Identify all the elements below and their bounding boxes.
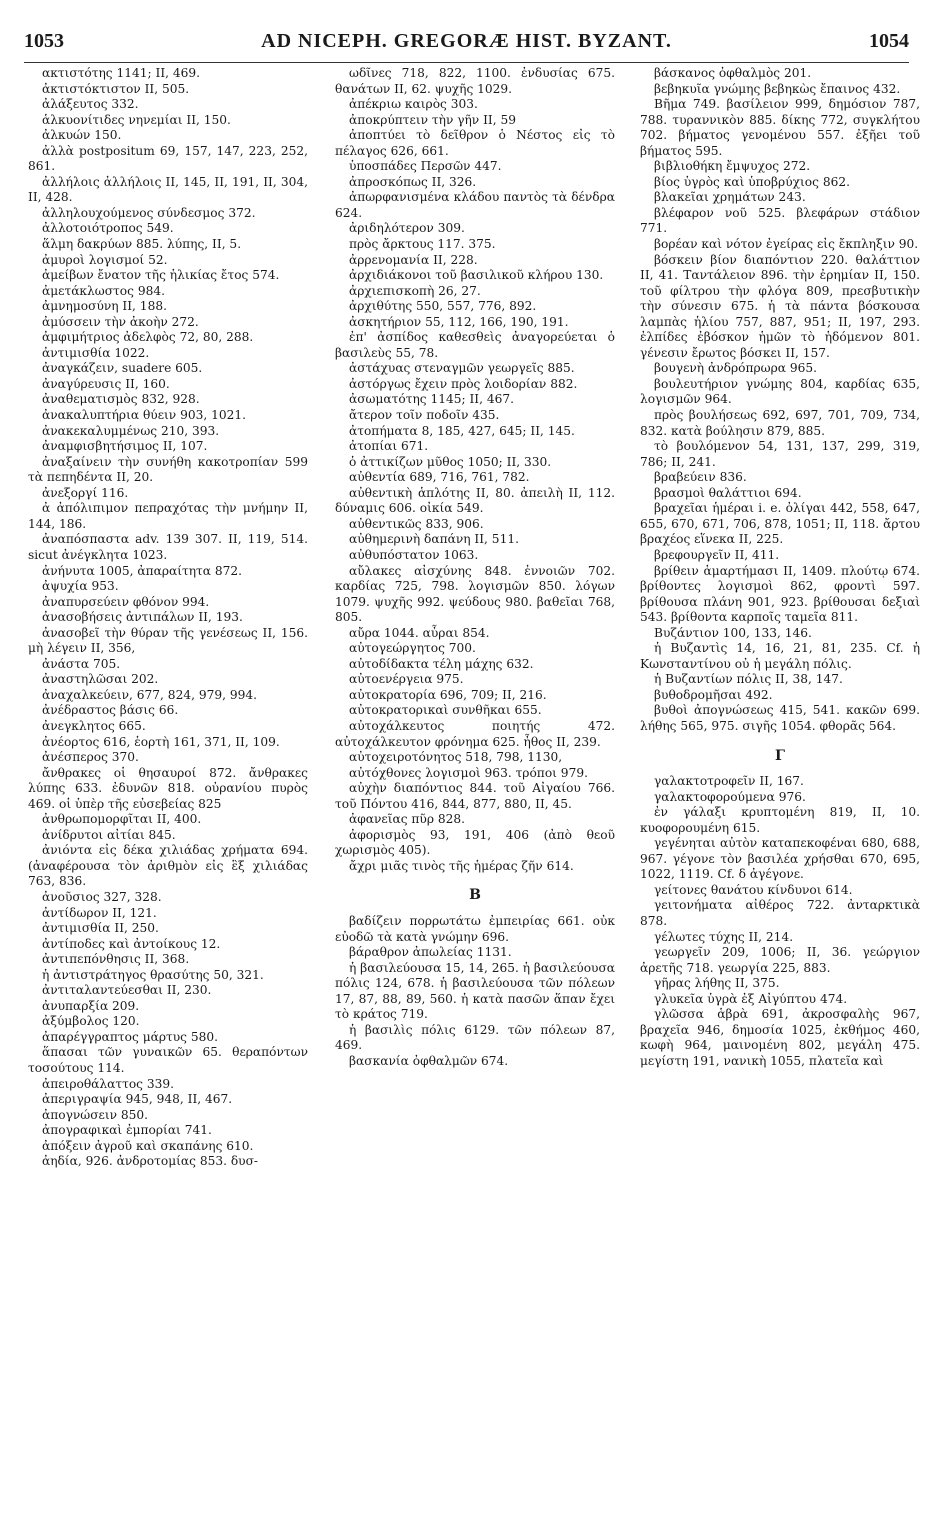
index-entry: ἀλλοτοιότροπος 549. <box>42 221 174 236</box>
index-entry: αὐτοδίδακτα τέλη μάχης 632. <box>349 656 534 671</box>
index-entry: βυθοὶ ἀπογνώσεως 415, 541. κακῶν 699. λήθης 565, 975. σιγῆς 1054. φθορᾶς 564. <box>640 703 920 733</box>
index-entry: ἀναπόσπαστα adv. 139 307. II, 119, 514. sicut ἀνέγκλητα 1023. <box>28 532 308 562</box>
index-entry: βυθοδρομῆσαι 492. <box>654 687 773 702</box>
index-entry: ἀσωματότης 1145; II, 467. <box>349 392 514 407</box>
index-entry: αὐτοκρατορικαὶ συνθῆκαι 655. <box>349 703 542 718</box>
index-entry: ἀμυροὶ λογισμοί 52. <box>42 252 168 267</box>
index-entry: ἀφανεῖας πῦρ 828. <box>349 812 466 827</box>
index-entry: ἡ βασιλεύουσα 15, 14, 265. ἡ βασιλεύουσα πόλις 124, 678. ἡ βασιλεύουσα τῶν πόλεων 17, 87, 88, 89, 560. ἡ κατὰ πασῶν ἅπαν ἔχει τὸ κράτος 719. <box>335 960 615 1022</box>
index-entry: ἀνακαλυπτήρια θύειν 903, 1021. <box>42 408 246 423</box>
index-entry: ἐν γάλαξι κρυπτομένη 819, II, 10. κυοφορουμένη 615. <box>640 805 920 835</box>
index-entry: ἀνέσπερος 370. <box>42 750 139 765</box>
index-entry: βρασμοὶ θαλάττιοι 694. <box>654 485 802 500</box>
index-entry: ἀπόξειν ἀγροῦ καὶ σκαπάνης 610. <box>42 1138 254 1153</box>
index-entry: ἀλκυών 150. <box>42 128 122 143</box>
index-entry: ἀναξαίνειν τὴν συνήθη κακοτροπίαν 599 τὰ πεπηδέντα II, 20. <box>28 454 308 485</box>
index-entry: γεγένηται αὐτὸν καταπεκοφέναι 680, 688, 967. γέγονε τὸν βασιλέα χρήσθαι 670, 695, 1022, 1119. Cf. δ ἀγέγονε. <box>640 836 920 882</box>
index-entry: ἀναγύρευσις II, 160. <box>42 376 170 391</box>
index-entry: ἡ Βυζαντίων πόλις II, 38, 147. <box>654 672 843 687</box>
index-entry: αὐθεντία 689, 716, 761, 782. <box>349 470 530 485</box>
section-letter-heading: Γ <box>775 747 785 764</box>
index-entry: ἀλλὰ postpositum 69, 157, 147, 223, 252, 861. <box>28 143 308 174</box>
index-entry: ἀνέορτος 616, ἑορτὴ 161, 371, II, 109. <box>42 734 280 749</box>
index-column-2 <box>335 66 615 1526</box>
index-entry: αὔρα 1044. αὖραι 854. <box>349 625 490 640</box>
index-entry: Βυζάντιον 100, 133, 146. <box>654 625 812 640</box>
index-entry: γαλακτοφορούμενα 976. <box>654 789 806 804</box>
index-entry: βάσκανος ὀφθαλμὸς 201. <box>654 66 812 80</box>
index-entry: ἀνεξοργί 116. <box>42 485 129 500</box>
index-entry: ὑποσπάδες Περσῶν 447. <box>349 159 502 174</box>
index-entry: γλυκεῖα ὑγρὰ ἐξ Αἰγύπτου 474. <box>654 991 848 1006</box>
index-entry: ἀνακεκαλυμμένως 210, 393. <box>42 423 220 438</box>
index-entry: ἀνοῦσιος 327, 328. <box>42 889 162 904</box>
header-rule <box>24 62 909 63</box>
index-entry: αὐτοενέργεια 975. <box>349 672 464 687</box>
index-entry: αὐθεντικὴ ἁπλότης II, 80. ἀπειλὴ II, 112. δύναμις 606. οἰκία 549. <box>335 485 615 516</box>
index-entry: αὐτοχειροτόνητος 518, 798, 1130, <box>349 750 563 765</box>
index-entry: πρὸς ἄρκτους 117. 375. <box>349 237 496 252</box>
index-entry: ἁλκυονίτιδες νηνεμίαι II, 150. <box>42 112 231 127</box>
section-letter-heading: B <box>469 887 481 904</box>
index-entry: αὐθυπόστατον 1063. <box>349 547 479 562</box>
index-entry: γαλακτοτροφεῖν II, 167. <box>654 774 804 789</box>
index-entry: ἀκτιστόκτιστον II, 505. <box>42 81 190 96</box>
index-entry: βραχεῖαι ἡμέραι i. e. ὀλίγαι 442, 558, 647, 655, 670, 671, 706, 878, 1051; II, 118. ἄρτου βραχέος εἵνεκα II, 225. <box>640 501 920 547</box>
index-entry: ἅλμη δακρύων 885. λύπης, II, 5. <box>42 237 242 252</box>
index-entry: πρὸς βουλήσεως 692, 697, 701, 709, 734, 832. κατὰ βούλησιν 879, 885. <box>640 408 920 438</box>
index-entry: ἀντιπεπόνθησις II, 368. <box>42 952 190 967</box>
index-entry: βλακεῖαι χρημάτων 243. <box>654 190 806 205</box>
right-page-number: 1054 <box>869 30 909 52</box>
index-entry: γείτονες θανάτου κίνδυνοι 614. <box>654 882 853 897</box>
index-entry: ἡ Βυζαντὶς 14, 16, 21, 81, 235. Cf. ἡ Κωνσταντίνου οὐ ἡ μεγάλη πόλις. <box>640 641 920 671</box>
index-entry: ακτιστότης 1141; II, 469. <box>42 66 201 80</box>
index-entry: ἀναστηλῶσαι 202. <box>42 672 159 687</box>
index-entry: ἡ ἀντιστράτηγος θρασύτης 50, 321. <box>42 967 264 982</box>
index-entry: ἀμείβων ἔνατον τῆς ἡλικίας ἔτος 574. <box>42 268 280 283</box>
index-entry: ἀνασοβήσεις ἀντιπάλων II, 193. <box>42 610 243 625</box>
index-entry: βεβηκυῖα γνώμης βεβηκὼς ἔπαινος 432. <box>654 81 901 96</box>
index-entry: ἀναμφισβητήσιμος II, 107. <box>42 439 208 454</box>
index-entry: αὐτόχθονες λογισμοὶ 963. τρόποι 979. <box>349 765 588 780</box>
index-entry: βουλευτήριον γνώμης 804, καρδίας 635, λογισμῶν 964. <box>640 376 920 407</box>
index-entry: ωδῖνες 718, 822, 1100. ἐνδυσίας 675. θανάτων II, 62. ψυχῆς 1029. <box>335 66 615 96</box>
index-entry: βιβλιοθήκη ἔμψυχος 272. <box>654 159 811 174</box>
index-entry: ἀντίποδες καὶ ἀντοίκους 12. <box>42 936 221 951</box>
index-entry: βαδίζειν πορρωτάτω ἐμπειρίας 661. οὐκ εὐοδῶ τὰ κατὰ γνώμην 696. <box>335 913 615 944</box>
index-entry: αὐτοχάλκευτος ποιητής 472. αὐτοχάλκευτον φρόνημα 625. ἦθος II, 239. <box>335 718 615 749</box>
index-entry: αὐθεντικῶς 833, 906. <box>349 516 484 531</box>
index-entry: αὐτογεώργητος 700. <box>349 641 476 656</box>
index-entry: ἀναθεματισμὸς 832, 928. <box>42 392 200 407</box>
index-entry: ἀντιμισθία II, 250. <box>42 921 159 936</box>
index-entry: ἀρχιθύτης 550, 557, 776, 892. <box>349 299 537 314</box>
index-entry: ἀρρενομανία II, 228. <box>349 252 478 267</box>
index-entry: αὐχὴν διαπόντιος 844. τοῦ Αἰγαίου 766. τοῦ Πόντου 416, 844, 877, 880, II, 45. <box>335 781 615 811</box>
index-entry: ἀνεγκλητος 665. <box>42 718 146 733</box>
index-entry: ἀτοπίαι 671. <box>349 439 429 454</box>
page-header <box>24 30 909 60</box>
index-column-3 <box>640 66 920 1526</box>
index-entry: βόσκειν βίον διαπόντιον 220. θαλάττιον II, 41. Ταντάλειον 896. τὴν ἐρημίαν II, 150. τοῦ φίλτρου τὴν φλόγα 809, πρεσβυτικὴν τὴν σύνεσιν 675. ἡ τὰ πάντα βόσκουσα λαμπὰς ἡλίου 757, 887, 951; II, 197, 293. ἐλπίδες ἐβόσκον ἡμῶν τὸ ἡδόμενον 801. γένεσιν ἔρωτος βόσκει II, 157. <box>640 252 920 360</box>
index-entry: ἐπ' ἀσπίδος καθεσθεὶς ἀναγορεύεται ὁ βασιλεὺς 55, 78. <box>335 330 615 360</box>
index-entry: ἀντιταλαντεύεσθαι II, 230. <box>42 983 212 998</box>
index-entry: βορέαν καὶ νότον ἐγείρας εἰς ἔκπληξιν 90. <box>654 237 919 252</box>
index-entry: ἀστάχυας στεναγμῶν γεωργεῖς 885. <box>349 361 575 376</box>
index-entry: ἀντίδωρον II, 121. <box>42 905 157 920</box>
index-entry: ἀλληλουχούμενος σύνδεσμος 372. <box>42 205 256 220</box>
index-entry: αὔλακες αἰσχύνης 848. ἐννοιῶν 702. καρδίας 725, 798. λογισμῶν 850. λόγων 1079. ψυχῆς 992. ψεύδους 980. βαθεῖαι 768, 805. <box>335 563 615 625</box>
index-entry: ἀπειροθάλαττος 339. <box>42 1076 175 1091</box>
index-entry: ἀηδία, 926. ἀνδροτομίας 853. δυσ- <box>42 1154 259 1169</box>
index-entry: γειτονήματα αἰθέρος 722. ἀνταρκτικὰ 878. <box>640 898 920 928</box>
index-entry: ἀμνημοσύνη II, 188. <box>42 299 167 314</box>
index-entry: γλῶσσα ἁβρὰ 691, ἀκροσφαλὴς 967, βραχεῖα 946, δημοσία 1025, ἐκθήμος 460, κωφὴ 964, μαινομένη 802, μεγάλη 475. μεγίστη 191, νανικὴ 1055, πλατεῖα καὶ <box>640 1007 920 1068</box>
index-entry: αὐτοκρατορία 696, 709; II, 216. <box>349 687 547 702</box>
index-entry: ἀπροσκόπως II, 326. <box>349 174 477 189</box>
index-entry: βίος ὑγρὸς καὶ ὑποβρύχιος 862. <box>654 174 850 189</box>
index-entry: ἀτοπήματα 8, 185, 427, 645; II, 145. <box>349 423 575 438</box>
index-entry: βάραθρον ἀπωλείας 1131. <box>349 945 512 960</box>
index-entry: ἀνήνυτα 1005, ἀπαραίτητα 872. <box>42 563 243 578</box>
index-entry: ἀμύσσειν τὴν ἀκοὴν 272. <box>42 314 199 329</box>
index-entry: ἀμφιμήτριος ἀδελφὸς 72, 80, 288. <box>42 330 254 345</box>
index-entry: ἀντιμισθία 1022. <box>42 345 150 360</box>
index-entry: ἄτερον τοῖν ποδοῖν 435. <box>349 408 500 423</box>
index-entry: ἀνασοβεῖ τὴν θύραν τῆς γενέσεως II, 156. μὴ λέγειν II, 356, <box>28 625 308 656</box>
index-entry: ἀνίδρυτοι αἰτίαι 845. <box>42 827 176 842</box>
index-entry: ἀποκρύπτειν τὴν γῆν II, 59 <box>349 112 516 127</box>
index-entry: ἀρχιεπισκοπὴ 26, 27. <box>349 283 481 298</box>
index-entry: ἀπωρφανισμένα κλάδου παντὸς τὰ δένδρα 624. <box>335 190 615 220</box>
index-entry: ἀπογνώσειν 850. <box>42 1107 149 1122</box>
index-entry: ἀσκητήριον 55, 112, 166, 190, 191. <box>349 314 569 329</box>
index-entry: ἀπεριγραψία 945, 948, II, 467. <box>42 1092 233 1107</box>
index-entry: ἀνυπαρξία 209. <box>42 998 140 1013</box>
index-entry: ἀξύμβολος 120. <box>42 1014 140 1029</box>
index-entry: βρίθειν ἁμαρτήμασι II, 1409. πλούτῳ 674. βρίθοντες λογισμοὶ 862, φροντὶ 597. βρίθουσα πλάνη 901, 923. βρίθουσαι δεξιαὶ 543. βρίθοντα καρποῖς ταμεῖα 811. <box>640 563 920 625</box>
index-entry: ἀπέκριω καιρὸς 303. <box>349 97 478 112</box>
index-entry: γῆρας λήθης II, 375. <box>654 976 780 991</box>
index-entry: ἀπογραφικαὶ ἐμπορίαι 741. <box>42 1123 212 1138</box>
index-entry: γέλωτες τύχης II, 214. <box>654 929 794 944</box>
index-entry: ἀνθρωπομορφῖται II, 400. <box>42 812 202 827</box>
index-entry: βασκανία ὀφθαλμῶν 674. <box>349 1053 509 1068</box>
index-entry: ἀλάξευτος 332. <box>42 97 139 112</box>
index-entry: Βῆμα 749. βασίλειον 999, δημόσιον 787, 788. τυραννικὸν 885. δίκης 772, συγκλήτου 702. βήματος γενομένου 557. ἐξῆει τοῦ βήματος 595. <box>640 97 920 158</box>
index-entry: ἄχρι μιᾶς τινὸς τῆς ἡμέρας ζῆν 614. <box>349 858 574 873</box>
index-entry: βρεφουργεῖν II, 411. <box>654 547 780 562</box>
index-entry: ὁ ἀττικίζων μῦθος 1050; II, 330. <box>349 454 552 469</box>
index-entry: ἀπαρέγγραπτος μάρτυς 580. <box>42 1029 219 1044</box>
index-entry: ἀρχιδιάκονοι τοῦ βασιλικοῦ κλήρου 130. <box>349 268 604 283</box>
index-column-1 <box>28 66 308 1526</box>
index-entry: ἀνιόντα εἰς δέκα χιλιάδας χρήματα 694. (ἀναφέρουσα τὸν ἀριθμὸν εἰς ἓξ χιλιάδας 763, 836. <box>28 843 308 889</box>
index-entry: ἀναπυρσεύειν φθόνον 994. <box>42 594 210 609</box>
index-entry: βραβεύειν 836. <box>654 470 747 485</box>
index-entry: ἀστόργως ἔχειν πρὸς λοιδορίαν 882. <box>349 376 578 391</box>
index-entry: ἀποπτύει τὸ δεῖθρον ὁ Νέστος εἰς τὸ πέλαγος 626, 661. <box>335 128 615 158</box>
running-title: AD NICEPH. GREGORÆ HIST. BYZANT. <box>261 30 672 52</box>
index-entry: ἀμετάκλωστος 984. <box>42 283 165 298</box>
index-entry: βλέφαρον νοῦ 525. βλεφάρων στάδιον 771. <box>640 205 920 236</box>
index-entry: ἡ βασιλὶς πόλις 6129. τῶν πόλεων 87, 469. <box>335 1022 615 1053</box>
index-entry: τὸ βουλόμενον 54, 131, 137, 299, 319, 786; II, 241. <box>640 439 920 469</box>
index-entry: ἀναχαλκεύειν, 677, 824, 979, 994. <box>42 687 257 702</box>
index-entry: ἀνάστα 705. <box>42 656 121 671</box>
left-page-number: 1053 <box>24 30 64 52</box>
index-entry: ἅπασαι τῶν γυναικῶν 65. θεραπόντων τοσούτους 114. <box>28 1045 308 1075</box>
index-entry: ἄνθρακες οἱ θησαυροί 872. ἄνθρακες λύπης 633. ἐδυνῶν 818. οὐρανίου πυρὸς 469. οἱ ὑπὲρ τῆς εὐσεβείας 825 <box>28 765 308 811</box>
index-entry: ἀριδηλότερον 309. <box>349 221 465 236</box>
index-entry: ἀ ἀπόλιπιμον πεπραχότας τὴν μνήμην II, 144, 186. <box>28 501 308 531</box>
index-entry: ἀψυχία 953. <box>42 579 119 594</box>
index-entry: ἀνέδραστος βάσις 66. <box>42 703 179 718</box>
index-entry: βουγενὴ ἀνδρόπρωρα 965. <box>654 361 817 376</box>
index-entry: αὐθημερινὴ δαπάνη II, 511. <box>349 532 519 547</box>
index-entry: γεωργεῖν 209, 1006; II, 36. γεώργιον ἀρετῆς 718. γεωργία 225, 883. <box>640 945 920 975</box>
index-entry: ἀφορισμὸς 93, 191, 406 (ἀπὸ θεοῦ χωρισμὸς 405). <box>335 827 615 858</box>
index-entry: ἀλλήλοις ἀλλήλοις II, 145, II, 191, II, 304, II, 428. <box>28 174 308 205</box>
index-entry: ἀναγκάζειν, suadere 605. <box>42 361 203 376</box>
